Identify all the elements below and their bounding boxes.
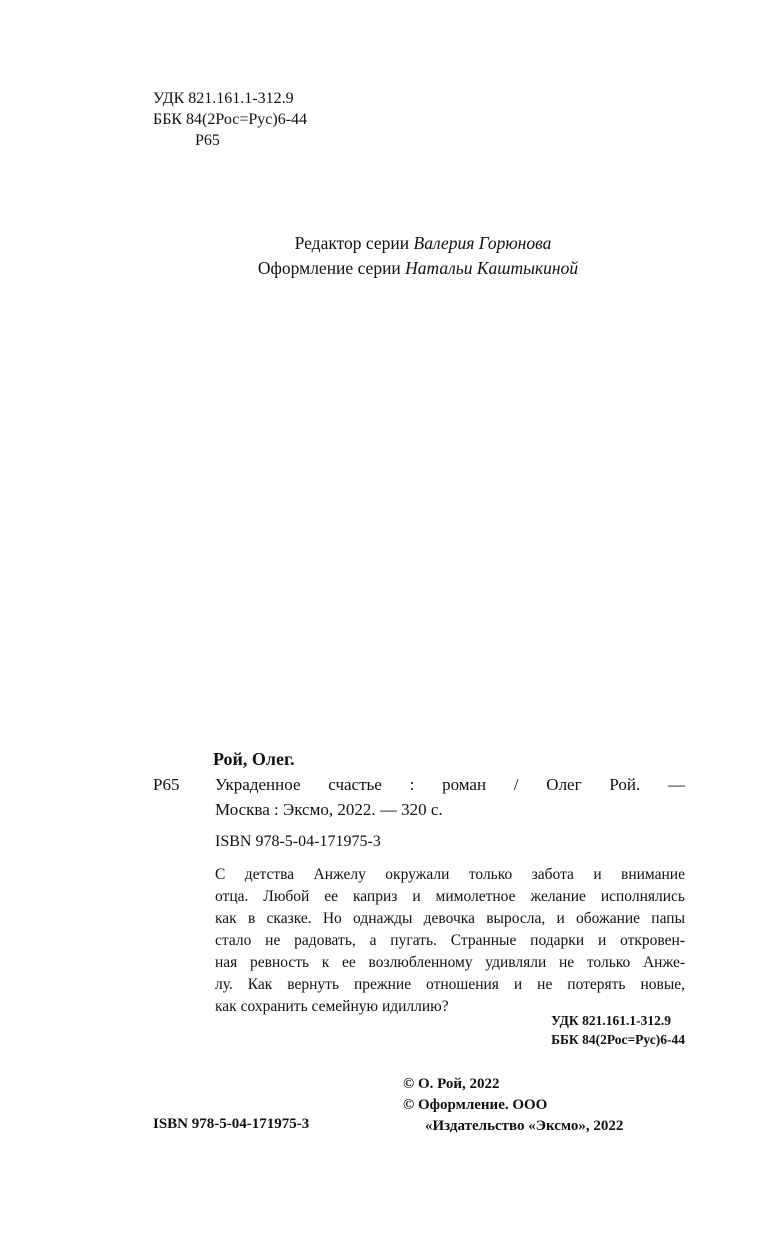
isbn-bottom: ISBN 978-5-04-171975-3 bbox=[153, 1116, 310, 1132]
annotation-line: ная ревность к ее возлюбленному удивляли не только Анже- bbox=[215, 954, 685, 971]
author-mark: Р65 bbox=[195, 132, 220, 149]
annotation-line: С детства Анжелу окружали только забота и внимание bbox=[215, 866, 685, 883]
catalog-author: Рой, Олег. bbox=[213, 749, 295, 769]
copyright-publisher: «Издательство «Эксмо», 2022 bbox=[425, 1118, 624, 1134]
classification-codes-bottom bbox=[551, 1011, 685, 1049]
catalog-publication-line: Москва : Эксмо, 2022. — 320 с. bbox=[215, 800, 443, 819]
annotation-line: как в сказке. Но однажды девочка выросла, и обожание папы bbox=[215, 910, 685, 927]
annotation-line: лу. Как вернуть прежние отношения и не потерять новые, bbox=[215, 976, 685, 993]
annotation-line: как сохранить семейную идиллию? bbox=[215, 998, 449, 1015]
annotation bbox=[215, 864, 685, 1018]
udk-code: УДК 821.161.1-312.9 bbox=[153, 90, 294, 107]
series-design-label: Оформление серии bbox=[257, 258, 401, 278]
bbk-code-bottom: ББК 84(2Рос=Рус)6-44 bbox=[551, 1032, 685, 1047]
series-design-credit bbox=[0, 258, 768, 279]
catalog-title-line: Украденное счастье : роман / Олег Рой. — bbox=[215, 775, 685, 794]
catalog-isbn: ISBN 978-5-04-171975-3 bbox=[215, 833, 381, 850]
udk-code-bottom: УДК 821.161.1-312.9 bbox=[551, 1013, 671, 1028]
series-design-name: Натальи Каштыкиной bbox=[405, 258, 579, 278]
bbk-code: ББК 84(2Рос=Рус)6-44 bbox=[153, 111, 308, 128]
catalog-author-mark: Р65 bbox=[153, 775, 180, 794]
annotation-line: отца. Любой ее каприз и мимолетное желание исполнялись bbox=[215, 888, 685, 905]
copyright-block bbox=[403, 1074, 623, 1137]
series-editor-label: Редактор серии bbox=[294, 233, 410, 253]
classification-codes-top bbox=[153, 88, 307, 151]
series-editor-credit bbox=[0, 233, 768, 254]
series-editor-name: Валерия Горюнова bbox=[413, 233, 552, 253]
copyright-design: © Оформление. ООО bbox=[403, 1097, 548, 1113]
annotation-line: стало не радовать, а пугать. Странные подарки и откровен- bbox=[215, 932, 685, 949]
copyright-author: © О. Рой, 2022 bbox=[403, 1076, 500, 1092]
